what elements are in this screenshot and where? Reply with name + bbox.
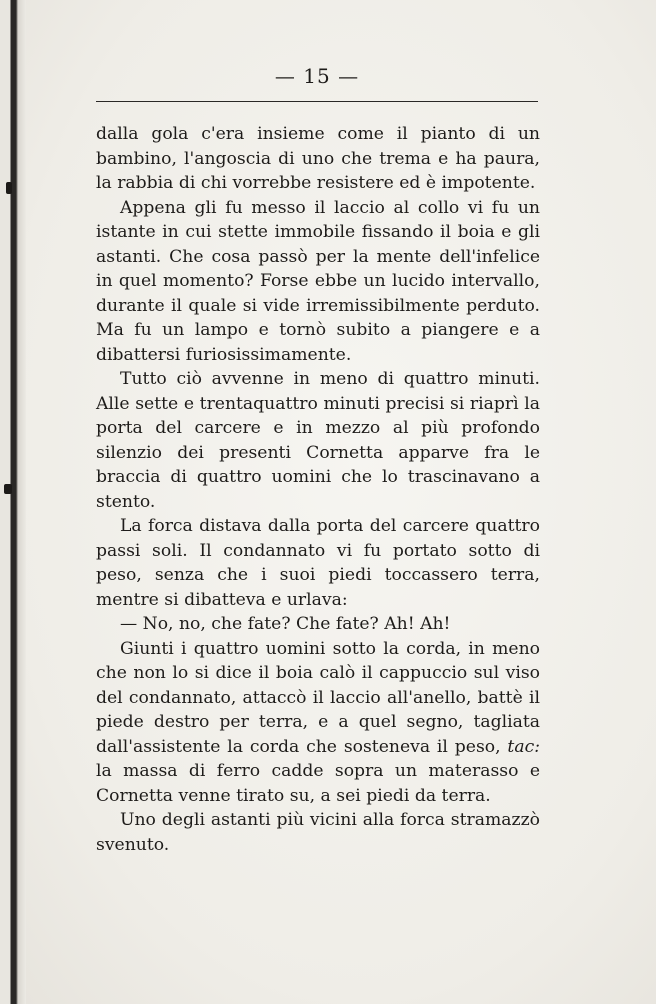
header-rule <box>96 101 538 102</box>
page-number-header: — 15 — <box>274 64 360 88</box>
paragraph-4: La forca distava dalla porta del carcere quattro passi soli. Il condannato vi fu portato sotto di peso, senza che i suoi piedi toccassero terra, mentre si dibatteva e urlava: <box>96 516 540 610</box>
paragraph-6 <box>96 637 540 809</box>
paragraph-5-dialogue: — No, no, che fate? Che fate? Ah! Ah! <box>120 614 451 634</box>
paragraph-1: dalla gola c'era insieme come il pianto di un bambino, l'angoscia di uno che trema e ha paura, la rabbia di chi vorrebbe resistere ed è impotente. <box>96 124 540 193</box>
spine-ink-mark <box>6 182 12 194</box>
paragraph-6-italic-word: tac: <box>507 736 540 757</box>
paragraph-7: Uno degli astanti più vicini alla forca stramazzò svenuto. <box>96 810 540 855</box>
paragraph-6-text-after: la massa di ferro cadde sopra un materasso e Cornetta venne tirato su, a sei piedi da terra. <box>96 761 540 806</box>
book-spine-edge <box>0 0 26 1004</box>
paragraph-2: Appena gli fu messo il laccio al collo vi fu un istante in cui stette immobile fissando il boia e gli astanti. Che cosa passò per la mente dell'infelice in quel momento? Forse ebbe un lucido intervallo, durante il quale si vide irremissibilmente perduto. Ma fu un lampo e tornò subito a piangere e a dibattersi furiosissimamente. <box>96 197 540 365</box>
paragraph-6-text-before: Giunti i quattro uomini sotto la corda, in meno che non lo si dice il boia calò il cappuccio sul viso del condannato, attaccò il laccio all'anello, battè il piede destro per terra, e a quel segno, tagliata dall'assistente la corda che sosteneva il peso, <box>96 638 540 757</box>
paragraph-3: Tutto ciò avvenne in meno di quattro minuti. Alle sette e trentaquattro minuti precisi si riaprì la porta del carcere e in mezzo al più profondo silenzio dei presenti Cornetta apparve fra le braccia di quattro uomini che lo trascinavano a stento. <box>96 369 540 512</box>
body-text <box>96 122 540 857</box>
spine-ink-mark <box>4 484 12 494</box>
